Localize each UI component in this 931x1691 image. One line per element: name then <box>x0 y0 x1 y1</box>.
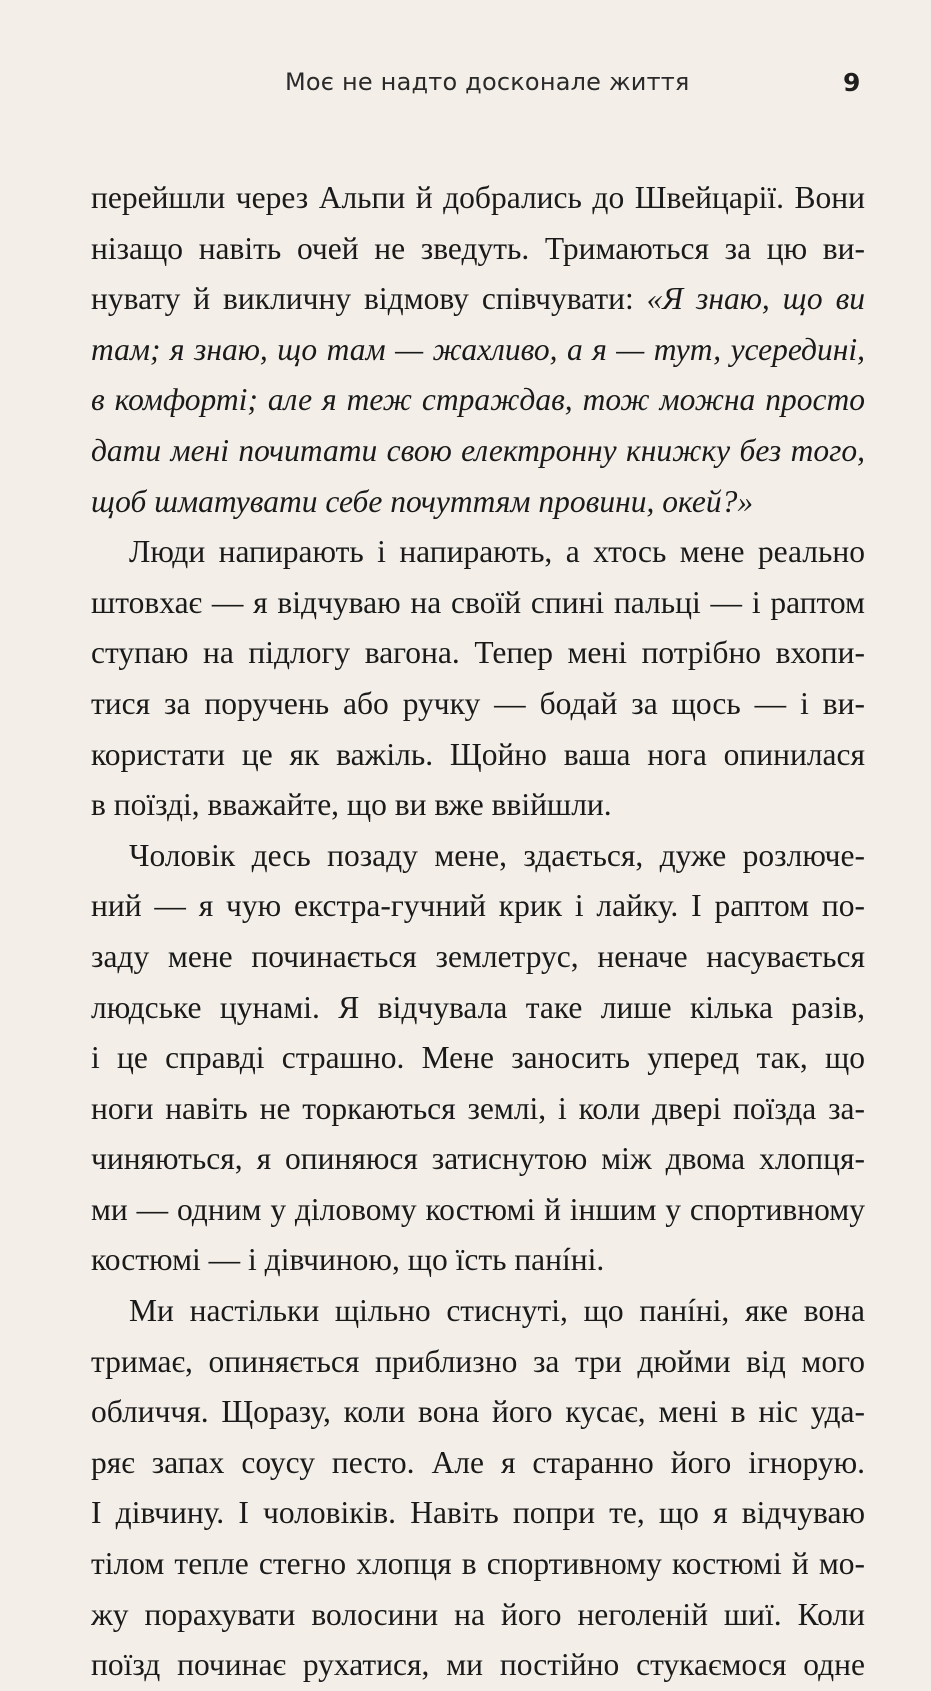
text-line <box>91 1337 865 1388</box>
text-line <box>91 426 865 477</box>
paragraph <box>91 527 865 831</box>
text-line <box>91 1134 865 1185</box>
text-line <box>91 527 865 578</box>
text-line <box>91 1488 865 1539</box>
text-segment: ступаю на підлогу вагона. Тепер мені потрібно вхопи- <box>91 635 865 671</box>
text-segment: в комфорті; але я теж страждав, тож можна просто <box>91 382 865 418</box>
text-line <box>91 477 865 528</box>
text-line <box>91 780 865 831</box>
text-segment: поїзд починає рухатися, ми постійно стукаємося одне <box>91 1647 865 1683</box>
text-line <box>91 679 865 730</box>
text-segment: ний — я чую екстра-гучний крик і лайку. І раптом по- <box>91 888 865 924</box>
text-line <box>91 881 865 932</box>
text-segment: нізащо навіть очей не зведуть. Тримаються за цю ви- <box>91 230 865 266</box>
paragraph <box>91 831 865 1286</box>
text-segment: ряє запах соусу песто. Але я старанно його ігнорую. <box>91 1444 865 1480</box>
text-segment: нувату й викличну відмову співчувати: <box>91 281 647 317</box>
text-segment: костюмі — і дівчиною, що їсть панíні. <box>91 1242 605 1278</box>
text-segment: там; я знаю, що там — жахливо, а я — тут, усередині, <box>91 331 865 367</box>
text-line <box>91 1286 865 1337</box>
paragraph <box>91 173 865 527</box>
running-head <box>0 68 931 108</box>
text-segment: людське цунамі. Я відчувала таке лише кілька разів, <box>91 989 865 1025</box>
text-segment: тримає, опиняється приблизно за три дюйми від мого <box>91 1343 865 1379</box>
text-line <box>91 1640 865 1691</box>
text-line <box>91 1084 865 1135</box>
text-line <box>91 1033 865 1084</box>
text-line <box>91 831 865 882</box>
text-segment: чиняються, я опиняюся затиснутою між двома хлопця- <box>91 1141 865 1177</box>
text-line <box>91 1235 865 1286</box>
running-title: Моє не надто досконале життя <box>285 68 690 96</box>
text-segment: Ми настільки щільно стиснуті, що панíні, яке вона <box>129 1293 865 1329</box>
text-segment: ноги навіть не торкаються землі, і коли двері поїзда за- <box>91 1090 865 1126</box>
text-line <box>91 628 865 679</box>
text-line <box>91 932 865 983</box>
text-line <box>91 375 865 426</box>
paragraph <box>91 1286 865 1691</box>
text-segment: жу порахувати волосини на його неголеній шиї. Коли <box>91 1596 865 1632</box>
text-line <box>91 1185 865 1236</box>
body-text <box>91 173 865 1691</box>
text-segment: і це справді страшно. Мене заносить уперед так, що <box>91 1040 865 1076</box>
text-segment: обличчя. Щоразу, коли вона його кусає, мені в ніс уда- <box>91 1394 865 1430</box>
text-segment: І дівчину. І чоловіків. Навіть попри те, що я відчуваю <box>91 1495 865 1531</box>
text-line <box>91 274 865 325</box>
text-line <box>91 173 865 224</box>
text-line <box>91 730 865 781</box>
text-line <box>91 983 865 1034</box>
text-segment: заду мене починається землетрус, неначе насувається <box>91 938 865 974</box>
page-number: 9 <box>843 68 861 97</box>
text-line <box>91 224 865 275</box>
text-line <box>91 578 865 629</box>
text-segment: користати це як важіль. Щойно ваша нога опинилася <box>91 736 865 772</box>
text-line <box>91 1590 865 1641</box>
text-segment: Чоловік десь позаду мене, здається, дуже розлюче- <box>129 837 865 873</box>
text-segment: Люди напирають і напирають, а хтось мене реально <box>129 534 865 570</box>
text-line <box>91 1539 865 1590</box>
text-segment: тися за поручень або ручку — бодай за щось — і ви- <box>91 685 865 721</box>
text-segment: в поїзді, вважайте, що ви вже ввійшли. <box>91 787 612 823</box>
text-line <box>91 1438 865 1489</box>
text-line <box>91 1387 865 1438</box>
text-segment: «Я знаю, що ви <box>646 281 865 317</box>
text-segment: штовхає — я відчуваю на своїй спині пальці — і раптом <box>91 584 865 620</box>
text-segment: тілом тепле стегно хлопця в спортивному костюмі й мо- <box>91 1546 865 1582</box>
text-line <box>91 325 865 376</box>
text-segment: дати мені почитати свою електронну книжку без того, <box>91 432 865 468</box>
text-segment: перейшли через Альпи й добрались до Швейцарії. Вони <box>91 180 865 215</box>
text-segment: щоб шматувати себе почуттям провини, окей?» <box>91 483 754 519</box>
text-segment: ми — одним у діловому костюмі й іншим у спортивному <box>91 1191 865 1227</box>
